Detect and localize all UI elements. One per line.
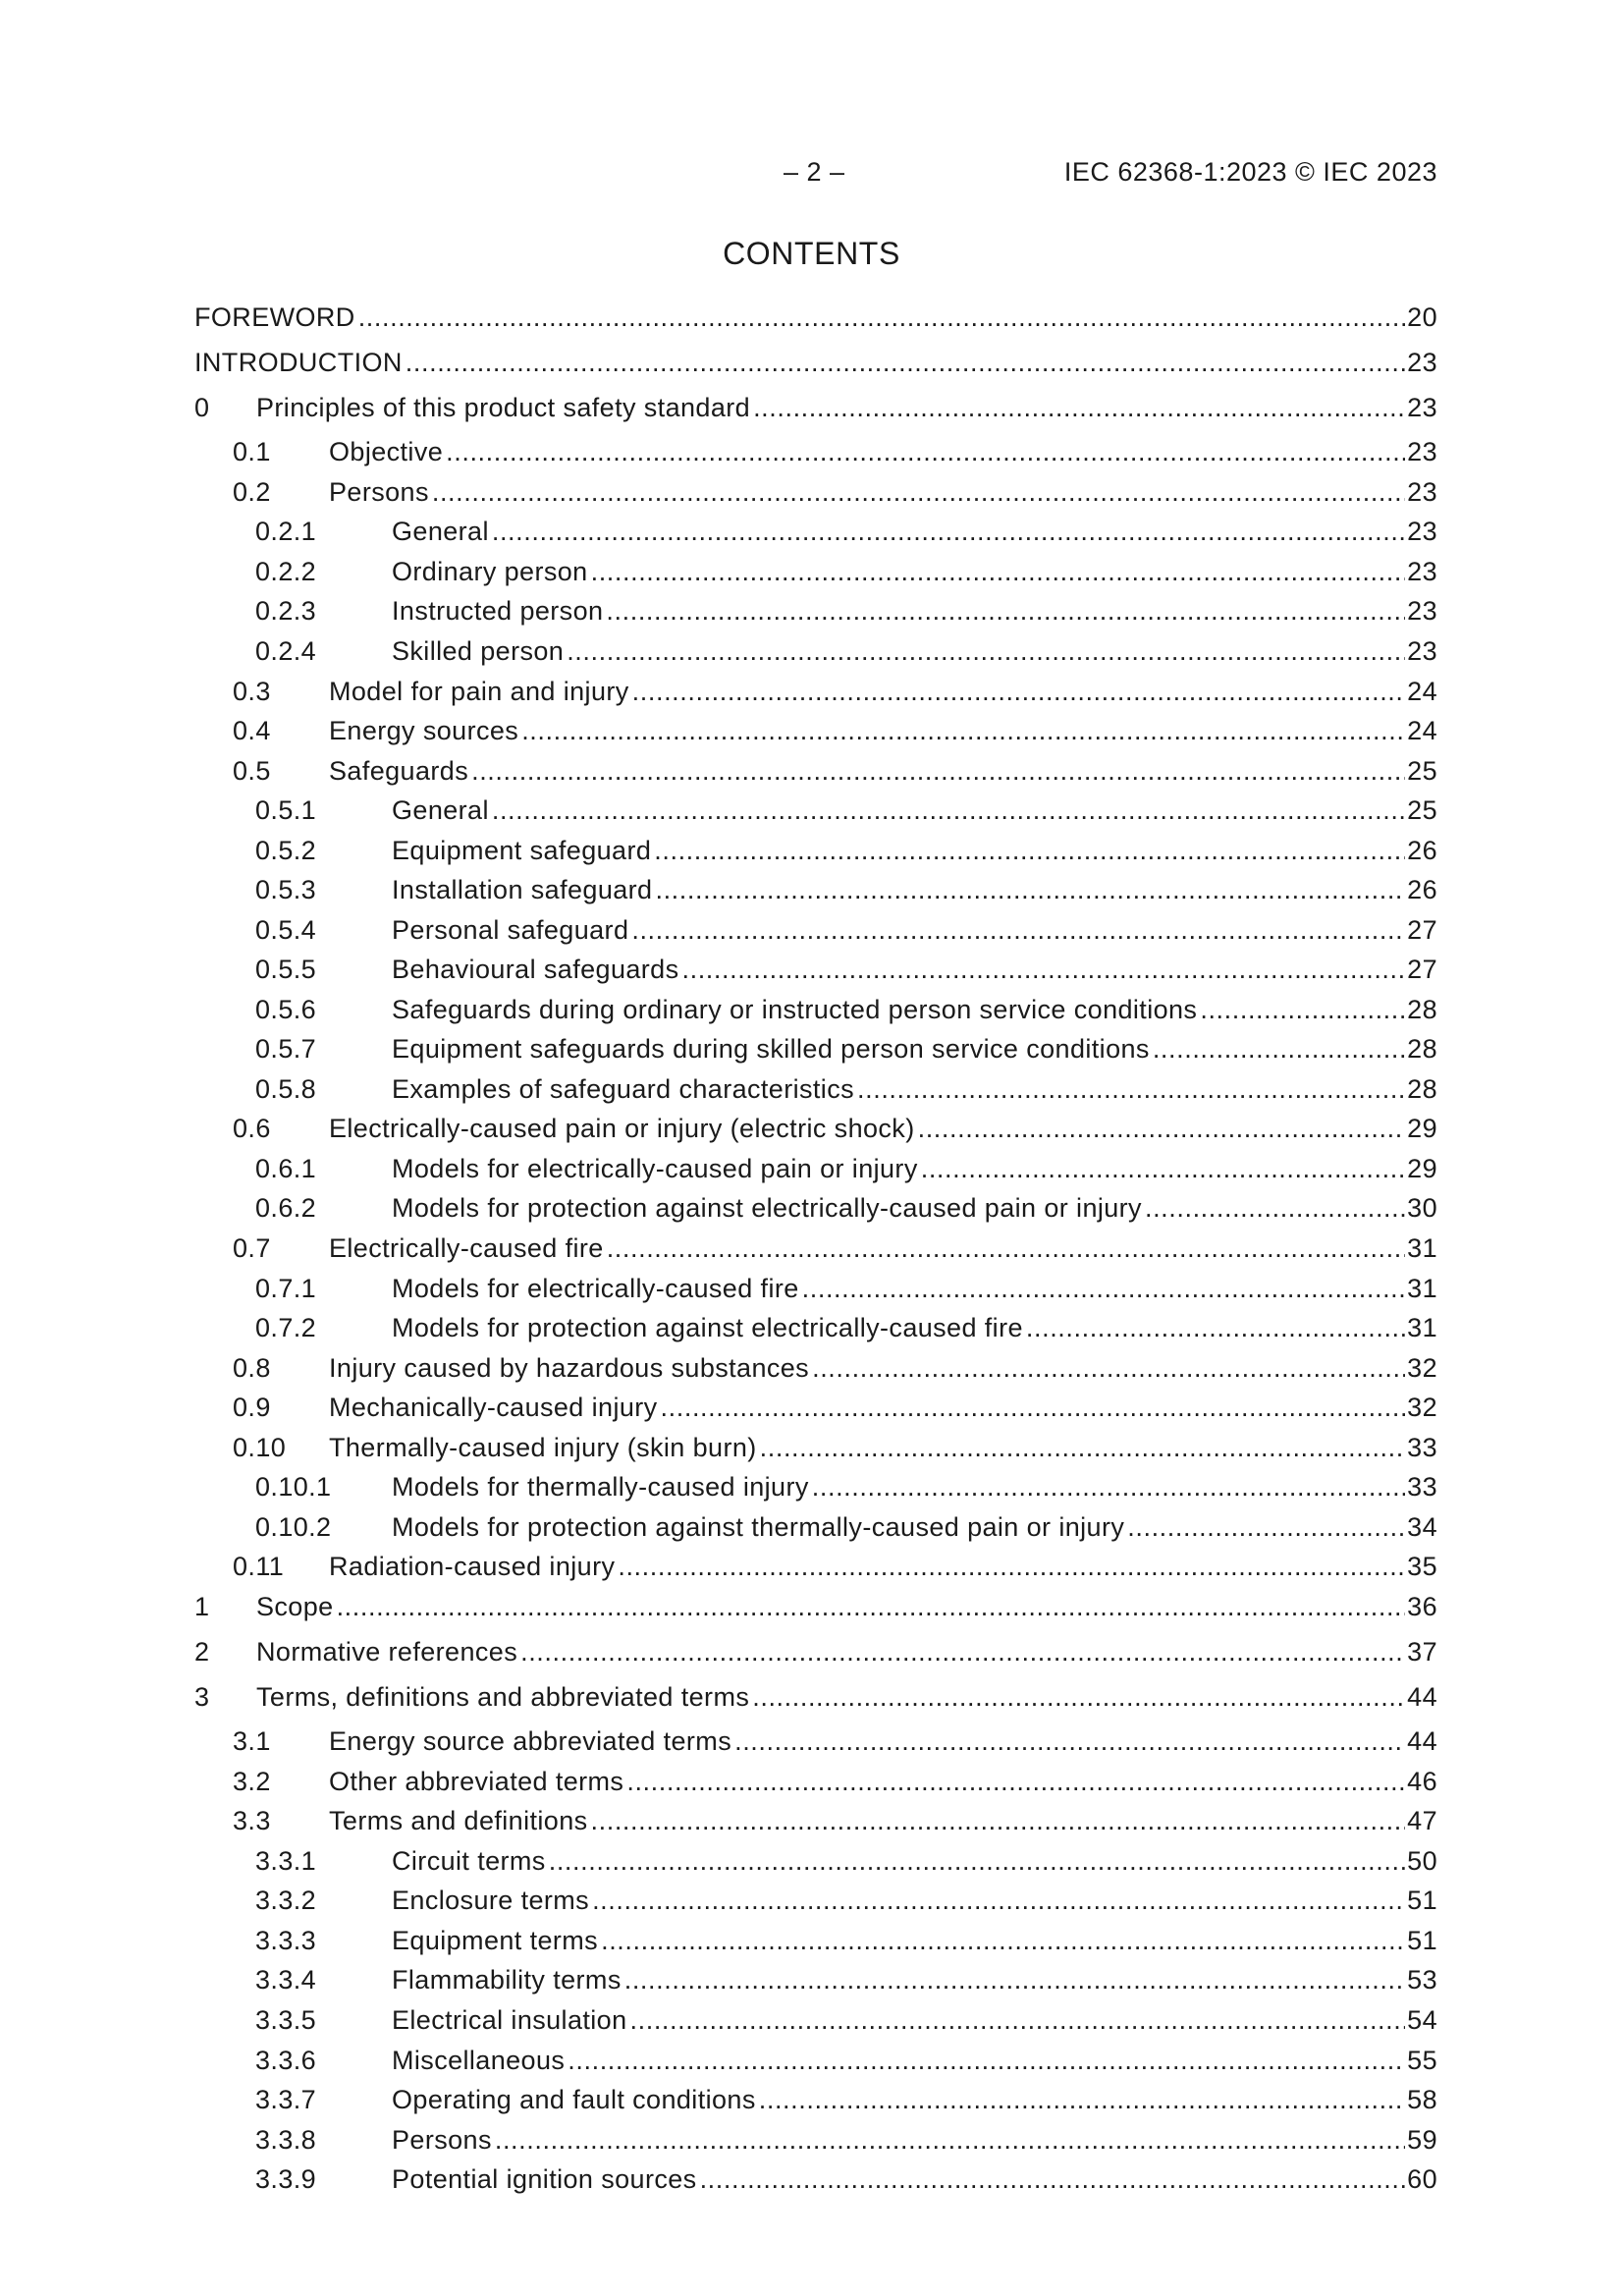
toc-entry[interactable] [194, 1633, 1437, 1670]
toc-entry[interactable] [194, 2121, 1437, 2159]
toc-entry-page: 26 [1407, 875, 1437, 904]
toc-entry-title: Instructed person [392, 596, 604, 626]
toc-entry-page: 59 [1407, 2125, 1437, 2155]
toc-entry-number: 0.7 [233, 1233, 271, 1263]
toc-entry-page: 29 [1407, 1114, 1437, 1143]
toc-entry-number: 0.10 [233, 1433, 287, 1462]
toc-entry-page: 25 [1407, 795, 1437, 825]
toc-entry-page: 30 [1407, 1193, 1437, 1223]
toc-entry-title: Equipment safeguard [392, 836, 652, 865]
toc-entry[interactable] [194, 2081, 1437, 2118]
toc-entry-page: 31 [1407, 1313, 1437, 1342]
toc-entry-number: 0.2.3 [255, 596, 317, 626]
toc-entry-title: General [392, 795, 489, 825]
toc-dot-leader [759, 2081, 1405, 2118]
toc-dot-leader [661, 1389, 1406, 1426]
toc-entry[interactable] [194, 1763, 1437, 1800]
toc-entry[interactable] [194, 1722, 1437, 1760]
toc-entry-title: Models for thermally-caused injury [392, 1472, 809, 1502]
toc-entry-page: 23 [1407, 437, 1437, 466]
toc-entry-title: Terms, definitions and abbreviated terms [256, 1682, 750, 1712]
toc-entry[interactable] [194, 911, 1437, 949]
toc-dot-leader [631, 911, 1405, 949]
toc-entry[interactable] [194, 1070, 1437, 1108]
toc-entry-number: 0.5.6 [255, 995, 317, 1024]
toc-dot-leader [752, 1678, 1405, 1716]
toc-entry[interactable] [194, 1349, 1437, 1387]
toc-entry-page: 23 [1407, 636, 1437, 666]
contents-title: CONTENTS [723, 236, 900, 271]
toc-dot-leader [1153, 1030, 1405, 1067]
toc-entry-number: 0.5.4 [255, 915, 317, 945]
toc-dot-leader [492, 792, 1405, 829]
toc-entry-number: 1 [194, 1592, 210, 1621]
toc-entry-page: 24 [1407, 716, 1437, 745]
toc-entry-title: Potential ignition sources [392, 2164, 697, 2194]
toc-entry[interactable] [194, 792, 1437, 829]
toc-entry-title: Installation safeguard [392, 875, 653, 904]
toc-entry-number: 0.5.5 [255, 955, 317, 984]
toc-dot-leader [655, 871, 1405, 908]
toc-dot-leader [591, 1802, 1406, 1839]
toc-dot-leader [760, 1429, 1406, 1466]
toc-entry-number: 0.5.3 [255, 875, 317, 904]
toc-entry-page: 23 [1407, 393, 1437, 422]
toc-entry-number: 0.2.4 [255, 636, 317, 666]
toc-entry-title: Objective [329, 437, 444, 466]
toc-entry-title: Electrically-caused pain or injury (electric shock) [329, 1114, 915, 1143]
toc-entry-page: 25 [1407, 756, 1437, 786]
toc-dot-leader [1127, 1508, 1405, 1546]
toc-entry-number: 0.2.2 [255, 557, 317, 586]
toc-entry-page: 34 [1407, 1512, 1437, 1542]
toc-entry-title: Examples of safeguard characteristics [392, 1074, 855, 1104]
toc-entry-title: Injury caused by hazardous substances [329, 1353, 810, 1383]
toc-entry[interactable] [194, 1110, 1437, 1147]
toc-entry-title: Models for electrically-caused pain or injury [392, 1154, 918, 1183]
toc-dot-leader [358, 299, 1405, 336]
toc-entry-page: 32 [1407, 1393, 1437, 1422]
toc-entry-number: 3.3.1 [255, 1846, 317, 1876]
toc-dot-leader [606, 592, 1405, 629]
toc-entry-number: 0.10.2 [255, 1512, 332, 1542]
toc-entry-page: 23 [1407, 557, 1437, 586]
toc-entry[interactable] [194, 1922, 1437, 1959]
toc-entry[interactable] [194, 673, 1437, 710]
toc-entry[interactable] [194, 2160, 1437, 2198]
toc-dot-leader [601, 1922, 1405, 1959]
toc-dot-leader [734, 1722, 1405, 1760]
toc-dot-leader [591, 553, 1406, 590]
toc-dot-leader [626, 1763, 1405, 1800]
toc-dot-leader [549, 1842, 1405, 1880]
toc-dot-leader [682, 951, 1406, 988]
toc-entry-title: Energy sources [329, 716, 519, 745]
toc-entry-page: 28 [1407, 1074, 1437, 1104]
toc-entry-page: 60 [1407, 2164, 1437, 2194]
toc-entry-number: 0.5.7 [255, 1034, 317, 1064]
toc-dot-leader [495, 2121, 1405, 2159]
toc-entry-page: 33 [1407, 1472, 1437, 1502]
toc-entry[interactable] [194, 473, 1437, 511]
toc-entry-page: 23 [1407, 348, 1437, 377]
toc-entry-title: Scope [256, 1592, 334, 1621]
toc-entry-number: 0.8 [233, 1353, 271, 1383]
toc-dot-leader [1026, 1309, 1405, 1346]
toc-entry-page: 55 [1407, 2046, 1437, 2075]
toc-dot-leader [632, 673, 1405, 710]
toc-entry[interactable] [194, 1270, 1437, 1307]
toc-dot-leader [607, 1230, 1405, 1267]
toc-entry-page: 35 [1407, 1552, 1437, 1581]
toc-entry-page: 44 [1407, 1726, 1437, 1756]
toc-entry-title: Electrical insulation [392, 2005, 627, 2035]
toc-entry-title: Safeguards [329, 756, 469, 786]
toc-entry[interactable] [194, 1230, 1437, 1267]
toc-entry-title: Models for protection against electrically-caused pain or injury [392, 1193, 1142, 1223]
toc-entry-page: 26 [1407, 836, 1437, 865]
toc-dot-leader [812, 1468, 1405, 1505]
toc-dot-leader [568, 2042, 1405, 2079]
toc-entry-number: 3.3 [233, 1806, 271, 1835]
toc-entry-title: Persons [392, 2125, 492, 2155]
toc-entry[interactable] [194, 1961, 1437, 1998]
toc-entry-number: 0.7.2 [255, 1313, 317, 1342]
toc-entry-number: 2 [194, 1637, 210, 1667]
page-number: – 2 – [784, 157, 845, 187]
toc-dot-leader [337, 1588, 1406, 1625]
toc-entry[interactable] [194, 1150, 1437, 1187]
toc-entry-title: Equipment safeguards during skilled person service conditions [392, 1034, 1150, 1064]
toc-entry-page: 36 [1407, 1592, 1437, 1621]
toc-entry-title: Models for protection against thermally-caused pain or injury [392, 1512, 1125, 1542]
toc-entry-page: 46 [1407, 1767, 1437, 1796]
toc-entry-number: 3.1 [233, 1726, 271, 1756]
toc-entry-number: 0.7.1 [255, 1274, 317, 1303]
toc-entry[interactable] [194, 752, 1437, 790]
toc-entry-title: Terms and definitions [329, 1806, 588, 1835]
toc-dot-leader [567, 632, 1405, 670]
toc-entry-title: Models for electrically-caused fire [392, 1274, 799, 1303]
toc-entry[interactable] [194, 389, 1437, 426]
toc-entry-page: 54 [1407, 2005, 1437, 2035]
toc-dot-leader [812, 1349, 1405, 1387]
toc-entry-number: 3.3.5 [255, 2005, 317, 2035]
toc-entry-title: Behavioural safeguards [392, 955, 679, 984]
toc-entry-page: 47 [1407, 1806, 1437, 1835]
toc-entry-title: Persons [329, 477, 429, 507]
toc-entry[interactable] [194, 871, 1437, 908]
toc-entry-page: 50 [1407, 1846, 1437, 1876]
toc-dot-leader [802, 1270, 1406, 1307]
toc-entry-title: Operating and fault conditions [392, 2085, 756, 2114]
toc-entry[interactable] [194, 1842, 1437, 1880]
toc-dot-leader [857, 1070, 1405, 1108]
toc-dot-leader [446, 433, 1405, 470]
toc-entry-number: 3 [194, 1682, 210, 1712]
toc-entry[interactable] [194, 344, 1437, 381]
toc-entry-page: 58 [1407, 2085, 1437, 2114]
toc-dot-leader [520, 1633, 1405, 1670]
toc-dot-leader [921, 1150, 1405, 1187]
toc-entry-title: Flammability terms [392, 1965, 622, 1995]
toc-dot-leader [432, 473, 1405, 511]
toc-entry-number: 0.2 [233, 477, 271, 507]
toc-entry-number: 0.5.2 [255, 836, 317, 865]
toc-entry-number: 0.2.1 [255, 517, 317, 546]
toc-entry-title: Normative references [256, 1637, 518, 1667]
toc-entry-page: 51 [1407, 1886, 1437, 1915]
toc-entry-number: 0.4 [233, 716, 271, 745]
toc-entry-number: 3.3.9 [255, 2164, 317, 2194]
toc-entry-title: General [392, 517, 489, 546]
toc-entry[interactable] [194, 2042, 1437, 2079]
toc-entry-number: 0.9 [233, 1393, 271, 1422]
toc-entry-page: 31 [1407, 1233, 1437, 1263]
toc-entry[interactable] [194, 951, 1437, 988]
toc-entry-number: 0.6 [233, 1114, 271, 1143]
toc-entry-number: 0 [194, 393, 210, 422]
toc-entry-number: 3.3.8 [255, 2125, 317, 2155]
toc-entry-page: 20 [1407, 302, 1437, 332]
toc-entry-title: Enclosure terms [392, 1886, 590, 1915]
toc-entry[interactable] [194, 1882, 1437, 1919]
toc-dot-leader [753, 389, 1405, 426]
toc-entry-number: 0.6.2 [255, 1193, 317, 1223]
toc-dot-leader [1145, 1189, 1405, 1227]
toc-entry-number: 0.5.1 [255, 795, 317, 825]
toc-entry-title: Equipment terms [392, 1926, 599, 1955]
toc-entry-title: Personal safeguard [392, 915, 629, 945]
toc-dot-leader [406, 344, 1405, 381]
toc-entry[interactable] [194, 592, 1437, 629]
toc-entry-page: 32 [1407, 1353, 1437, 1383]
toc-entry[interactable] [194, 1429, 1437, 1466]
toc-entry-page: 33 [1407, 1433, 1437, 1462]
toc-entry[interactable] [194, 299, 1437, 336]
toc-dot-leader [700, 2160, 1406, 2198]
toc-dot-leader [918, 1110, 1406, 1147]
toc-entry-number: 3.3.4 [255, 1965, 317, 1995]
toc-entry-page: 28 [1407, 995, 1437, 1024]
toc-entry-number: 0.1 [233, 437, 271, 466]
toc-entry-title: Other abbreviated terms [329, 1767, 624, 1796]
toc-entry[interactable] [194, 1389, 1437, 1426]
toc-entry[interactable] [194, 632, 1437, 670]
toc-entry-number: 0.6.1 [255, 1154, 317, 1183]
toc-entry[interactable] [194, 832, 1437, 869]
toc-entry-title: Ordinary person [392, 557, 588, 586]
toc-entry-page: 29 [1407, 1154, 1437, 1183]
toc-entry[interactable] [194, 991, 1437, 1028]
toc-entry-page: 51 [1407, 1926, 1437, 1955]
toc-entry-title: Safeguards during ordinary or instructed person service conditions [392, 995, 1198, 1024]
toc-entry-title: Principles of this product safety standard [256, 393, 751, 422]
toc-entry[interactable] [194, 2001, 1437, 2039]
document-reference: IEC 62368-1:2023 © IEC 2023 [1063, 157, 1437, 187]
toc-entry-title: Miscellaneous [392, 2046, 566, 2075]
toc-entry-page: 23 [1407, 596, 1437, 626]
toc-entry-title: Thermally-caused injury (skin burn) [329, 1433, 757, 1462]
toc-entry[interactable] [194, 712, 1437, 749]
toc-dot-leader [521, 712, 1405, 749]
toc-entry-title: Models for protection against electrically-caused fire [392, 1313, 1023, 1342]
toc-entry[interactable] [194, 553, 1437, 590]
toc-entry-title: Mechanically-caused injury [329, 1393, 658, 1422]
toc-entry-page: 27 [1407, 915, 1437, 945]
toc-entry-page: 44 [1407, 1682, 1437, 1712]
toc-entry[interactable] [194, 1468, 1437, 1505]
toc-entry-page: 23 [1407, 477, 1437, 507]
toc-entry[interactable] [194, 1678, 1437, 1716]
toc-entry-page: 27 [1407, 955, 1437, 984]
toc-entry[interactable] [194, 1030, 1437, 1067]
toc-dot-leader [630, 2001, 1406, 2039]
toc-entry-title: Radiation-caused injury [329, 1552, 616, 1581]
toc-entry-number: 0.5.8 [255, 1074, 317, 1104]
toc-entry-number: 3.3.6 [255, 2046, 317, 2075]
toc-dot-leader [654, 832, 1405, 869]
toc-entry-number: 3.3.3 [255, 1926, 317, 1955]
toc-entry-page: 23 [1407, 517, 1437, 546]
toc-entry-title: FOREWORD [194, 302, 355, 332]
toc-dot-leader [624, 1961, 1405, 1998]
toc-dot-leader [492, 513, 1405, 550]
toc-entry[interactable] [194, 1309, 1437, 1346]
toc-entry-number: 0.5 [233, 756, 271, 786]
toc-entry[interactable] [194, 1508, 1437, 1546]
toc-entry-page: 37 [1407, 1637, 1437, 1667]
toc-entry-title: Electrically-caused fire [329, 1233, 604, 1263]
toc-entry-title: Model for pain and injury [329, 677, 629, 706]
toc-entry-title: Skilled person [392, 636, 565, 666]
toc-dot-leader [592, 1882, 1405, 1919]
toc-dot-leader [471, 752, 1405, 790]
toc-entry-page: 31 [1407, 1274, 1437, 1303]
toc-entry-title: Circuit terms [392, 1846, 546, 1876]
toc-entry[interactable] [194, 433, 1437, 470]
toc-entry[interactable] [194, 1588, 1437, 1625]
toc-entry-page: 53 [1407, 1965, 1437, 1995]
toc-entry-number: 0.3 [233, 677, 271, 706]
toc-entry-page: 24 [1407, 677, 1437, 706]
toc-dot-leader [1200, 991, 1405, 1028]
toc-entry[interactable] [194, 1189, 1437, 1227]
toc-entry-number: 0.10.1 [255, 1472, 332, 1502]
toc-entry[interactable] [194, 1548, 1437, 1585]
toc-entry-number: 3.3.7 [255, 2085, 317, 2114]
toc-entry-number: 0.11 [233, 1552, 285, 1581]
toc-entry-page: 28 [1407, 1034, 1437, 1064]
toc-dot-leader [618, 1548, 1405, 1585]
toc-entry-title: Energy source abbreviated terms [329, 1726, 732, 1756]
toc-entry[interactable] [194, 513, 1437, 550]
toc-entry[interactable] [194, 1802, 1437, 1839]
toc-entry-number: 3.3.2 [255, 1886, 317, 1915]
toc-entry-title: INTRODUCTION [194, 348, 403, 377]
toc-entry-number: 3.2 [233, 1767, 271, 1796]
